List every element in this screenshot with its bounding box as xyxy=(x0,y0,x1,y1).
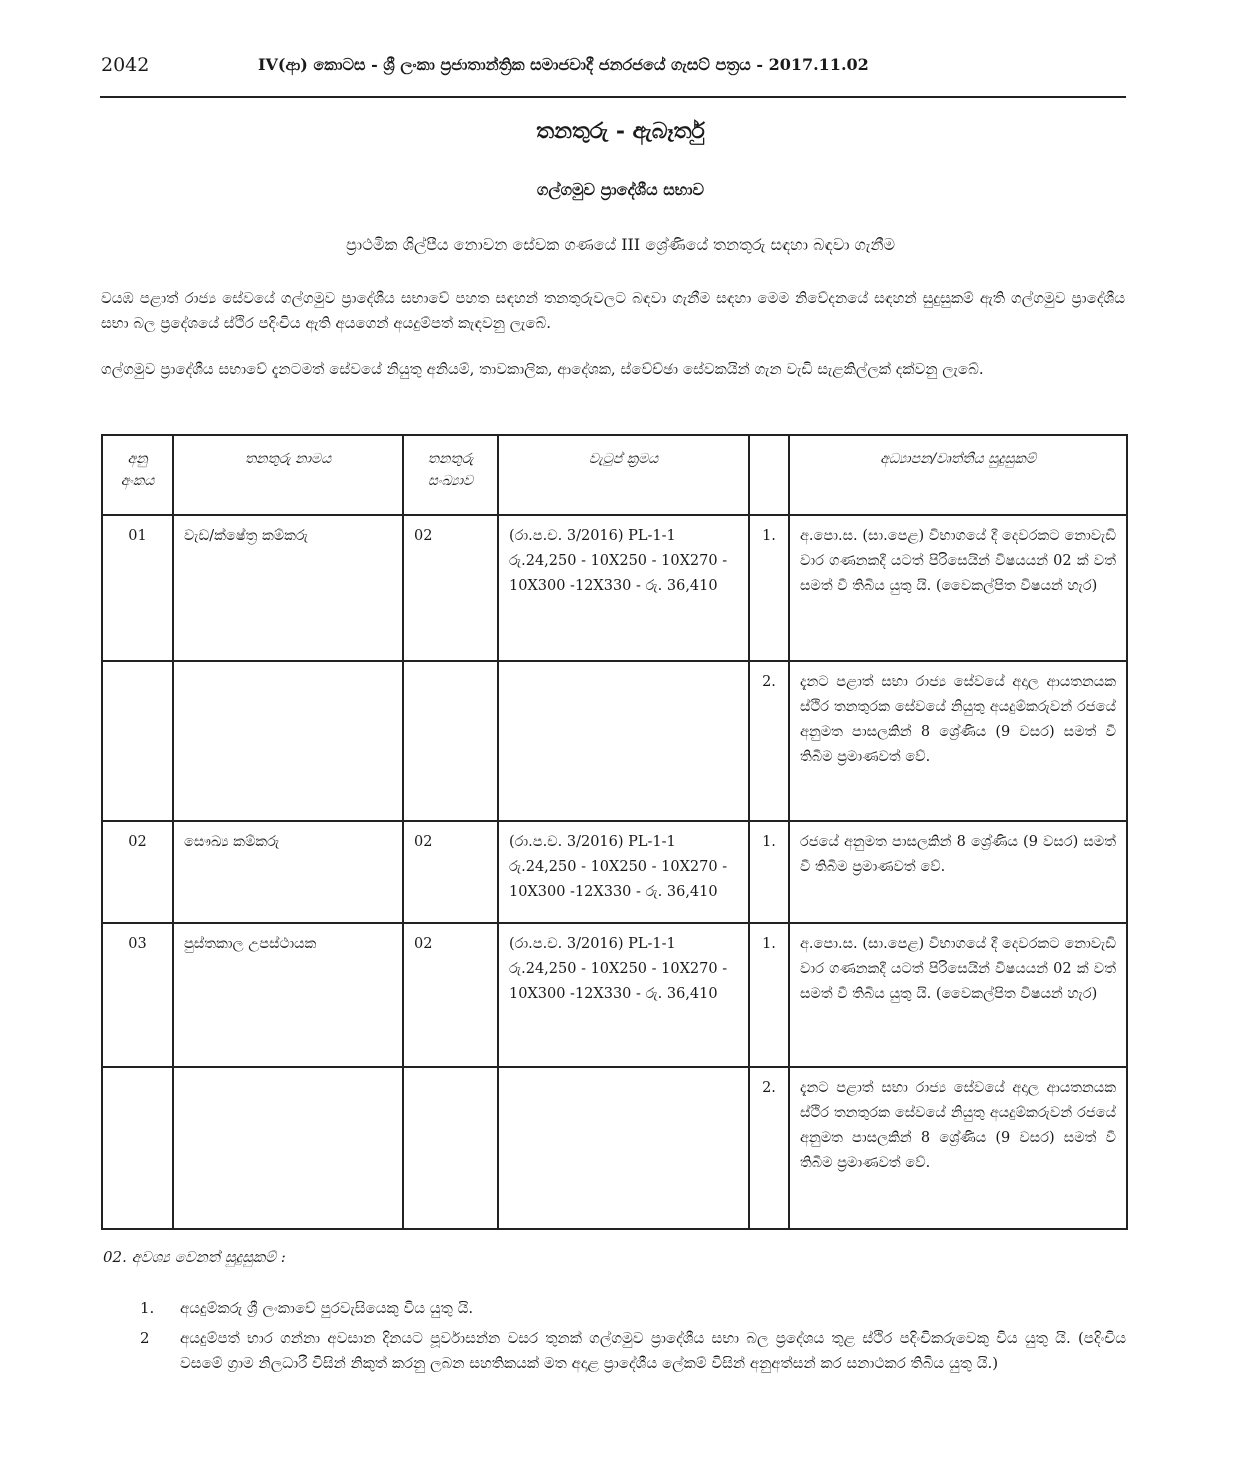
post-count: 02 xyxy=(403,515,498,661)
table-header-row xyxy=(102,435,1127,515)
post-name: පුස්තකාල උපස්ථායක xyxy=(173,923,403,1067)
header-post-count: තනතුරු සංඛ්‍යාව xyxy=(403,435,498,515)
qual-number: 2. xyxy=(749,661,789,821)
qualification-text: දැනට පළාත් සභා රාජ්‍ය සේවයේ අදාල ආයතනයක ස්ථිර තනතුරක සේවයේ නියුතු අයදුම්කරුවන් රජයේ අනුමත පාසලකින් 8 ශ්‍රේණිය (9 වසර) සමත් වී තිබීම ප්‍රමාණවත් වේ. xyxy=(789,1067,1127,1229)
qual-number: 2. xyxy=(749,1067,789,1229)
vacancy-table xyxy=(101,434,1128,1230)
qualification-text: අ.පො.ස. (සා.පෙළ) විභාගයේ දී දෙවරකට නොවැඩි වාර ගණනකදී යටත් පිරිසෙයින් විෂයයන් 02 ක් වත් සමත් වී තිබිය යුතු යි. (වෛකල්පිත විෂයන් හැර) xyxy=(789,923,1127,1067)
table-row xyxy=(102,1067,1127,1229)
list-item-text: අයදුම්පත් භාර ගන්නා අවසාන දිනයට පූර්වාසන්න වසර තුනක් ගල්ගමුව ප්‍රාදේශීය සභා බල ප්‍රදේශය තුළ ස්ථිර පදිංචිකරුවෙකු විය යුතු යි. (පදිංචිය වසමේ ග්‍රාම නිලධාරී විසින් නිකුත් කරනු ලබන සහතිකයක් මත අදාළ ප්‍රාදේශීය ලේකම් විසින් අනුඅත්සන් කර සනාථකර තිබිය යුතු යි.) xyxy=(180,1329,1126,1372)
table-row xyxy=(102,661,1127,821)
recruitment-heading: ප්‍රාථමික ශිල්පීය නොවන සේවක ගණයේ III ශ්‍රේණියේ තනතුරු සඳහා බඳවා ගැනීම xyxy=(346,235,895,254)
post-name: සෞඛ්‍ය කම්කරු xyxy=(173,821,403,923)
page-title: තනතුරු - ඇබෑර්තු xyxy=(536,118,705,144)
salary-scale: (රා.ප.ච. 3/2016) PL-1-1 රු.24,250 - 10X250 - 10X270 - 10X300 -12X330 - රු. 36,410 xyxy=(498,923,749,1067)
post-count: 02 xyxy=(403,923,498,1067)
list-item-number: 2 xyxy=(140,1329,150,1347)
salary-scale: (රා.ප.ච. 3/2016) PL-1-1 රු.24,250 - 10X250 - 10X270 - 10X300 -12X330 - රු. 36,410 xyxy=(498,821,749,923)
intro-paragraph: වයඹ පළාත් රාජ්‍ය සේවයේ ගල්ගමුව ප්‍රාදේශීය සභාවේ පහත සඳහන් තනතුරුවලට බඳවා ගැනීම සඳහා මෙම නිවේදනයේ සඳහන් සුදුසුකම් ඇති ගල්ගමුව ප්‍රාදේශීය සභා බල ප්‍රදේශයේ ස්ථිර පදිංචිය ඇති අයගෙන් අයදුම්පත් කැඳවනු ලැබේ. xyxy=(101,289,1125,332)
table-row xyxy=(102,821,1127,923)
other-qualifications-heading: 02. අවශ්‍ය වෙනත් සුදුසුකම් : xyxy=(103,1248,286,1266)
list-item xyxy=(140,1296,1126,1321)
serial-no: 01 xyxy=(102,515,173,661)
qualification-text: අ.පො.ස. (සා.පෙළ) විභාගයේ දී දෙවරකට නොවැඩි වාර ගණනකදී යටත් පිරිසෙයින් විෂයයන් 02 ක් වත් සමත් වී තිබිය යුතු යි. (වෛකල්පිත විෂයන් හැර) xyxy=(789,515,1127,661)
header-divider xyxy=(100,96,1126,98)
salary-scale: (රා.ප.ච. 3/2016) PL-1-1 රු.24,250 - 10X250 - 10X270 - 10X300 -12X330 - රු. 36,410 xyxy=(498,515,749,661)
list-item-text: අයදුම්කරු ශ්‍රී ලංකාවේ පුරවැසියෙකු විය යුතු යි. xyxy=(180,1299,474,1317)
serial-no: 03 xyxy=(102,923,173,1067)
qual-number: 1. xyxy=(749,923,789,1067)
table-row xyxy=(102,515,1127,661)
qualification-text: රජයේ අනුමත පාසලකින් 8 ශ්‍රේණිය (9 වසර) සමත් වී තිබීම ප්‍රමාණවත් වේ. xyxy=(789,821,1127,923)
list-item-number: 1. xyxy=(140,1299,155,1317)
preference-paragraph: ගල්ගමුව ප්‍රාදේශීය සභාවේ දැනටමත් සේවයේ නියුතු අනියම්, තාවකාලික, ආදේශක, ස්වේච්ඡා සේවකයින් ගැන වැඩි සැළකිල්ලක් දක්වනු ලැබේ. xyxy=(101,360,984,378)
list-item xyxy=(140,1326,1126,1376)
post-name: වැඩ/ක්ෂේත්‍ර කම්කරු xyxy=(173,515,403,661)
council-name: ගල්ගමුව ප්‍රාදේශීය සභාව xyxy=(536,180,705,199)
qual-number: 1. xyxy=(749,821,789,923)
header-post-name: තනතුරු නාමය xyxy=(173,435,403,515)
qualification-text: දැනට පළාත් සභා රාජ්‍ය සේවයේ අදාල ආයතනයක ස්ථිර තනතුරක සේවයේ නියුතු අයදුම්කරුවන් රජයේ අනුමත පාසලකින් 8 ශ්‍රේණිය (9 වසර) සමත් වී තිබීම ප්‍රමාණවත් වේ. xyxy=(789,661,1127,821)
table-row xyxy=(102,923,1127,1067)
post-count: 02 xyxy=(403,821,498,923)
page-number: 2042 xyxy=(101,54,150,76)
gazette-header-title: IV(ආ) කොටස - ශ්‍රී ලංකා ප්‍රජාතාන්ත්‍රික සමාජවාදී ජනරජයේ ගැසට් පත්‍රය - 2017.11.02 xyxy=(258,55,869,74)
header-serial-no: අනු අංකය xyxy=(102,435,173,515)
qual-number: 1. xyxy=(749,515,789,661)
header-salary-scale: වැටුප් ක්‍රමය xyxy=(498,435,749,515)
header-qual-number xyxy=(749,435,789,515)
serial-no: 02 xyxy=(102,821,173,923)
header-qualifications: අධ්‍යාපන/වෘත්තීය සුදුසුකම් xyxy=(789,435,1127,515)
